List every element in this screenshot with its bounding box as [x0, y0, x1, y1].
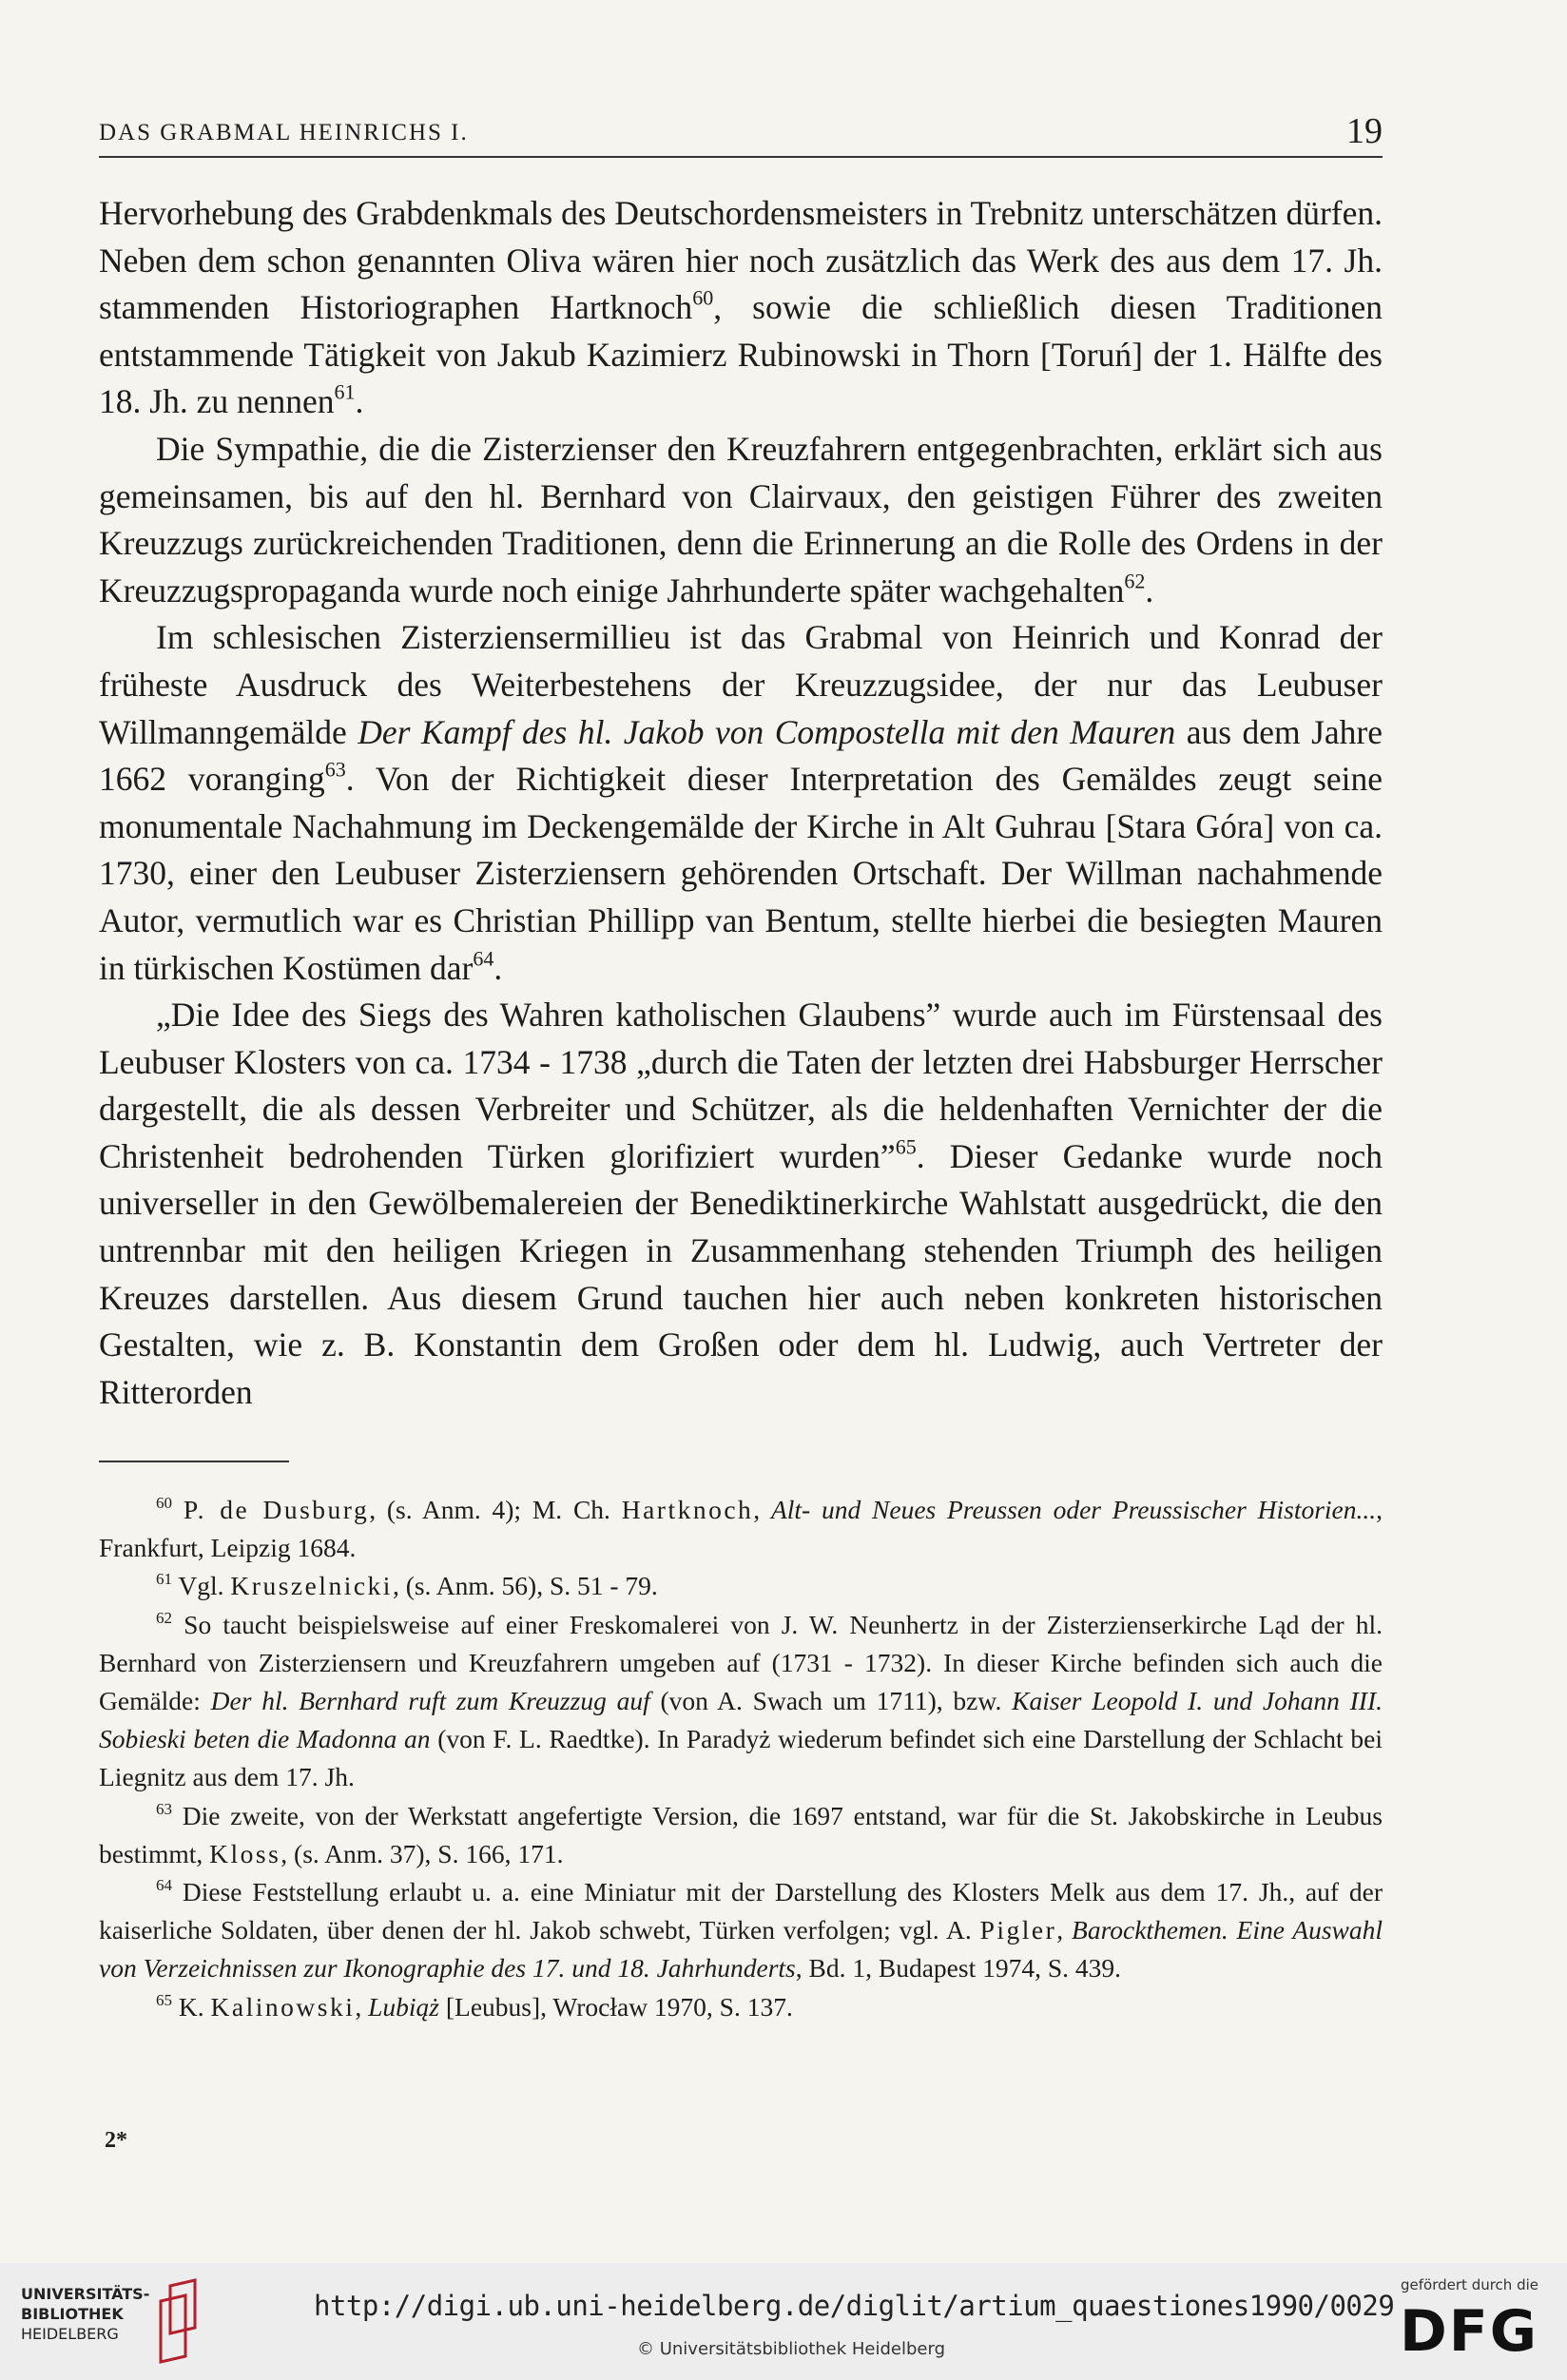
- permalink-url[interactable]: http://digi.ub.uni-heidelberg.de/diglit/artium_quaestiones1990/0029: [314, 2290, 1395, 2322]
- library-name-line: UNIVERSITÄTS-: [21, 2285, 150, 2303]
- text-run: K.: [172, 1991, 211, 2022]
- dfg-logo-text: DFG: [1399, 2298, 1539, 2358]
- spaced-author-name: Kruszelnicki: [230, 1571, 393, 1601]
- text-run: .: [1145, 571, 1154, 610]
- italic-title: Alt- und Neues Preussen oder Preussischer Historien...: [770, 1495, 1377, 1524]
- paragraph: [99, 426, 1383, 614]
- library-name-line: BIBLIOTHEK: [21, 2305, 124, 2323]
- text-run: . Von der Richtigkeit dieser Interpretation des Gemäldes zeugt seine monumentale Nachahmung im Deckengemälde der Kirche in Alt Guhrau [Stara Góra] von ca. 1730, einer den Leubuser Zisterziensern gehörenden Ortschaft. Der Willman nachahmende Autor, vermutlich war es Christian Phillipp van Bentum, stellte hierbei die besiegten Mauren in türkischen Kostümen dar: [99, 760, 1383, 987]
- spaced-author-name: P. de Dusburg: [183, 1495, 370, 1524]
- spaced-author-name: Kalinowski: [210, 1991, 356, 2022]
- italic-title: Kaiser Leopold I. und Johann III. Sobieski beten die Madonna an: [99, 1686, 1383, 1754]
- text-run: .: [355, 382, 364, 421]
- footnote-separator: [99, 1461, 289, 1462]
- spaced-author-name: Kloss: [209, 1838, 281, 1868]
- page-number: 19: [1346, 111, 1383, 151]
- text-run: So taucht beispielsweise auf einer Freskomalerei von J. W. Neunhertz in der Zisterzienserkirche Ląd der hl. Bernhard von Zisterziensern und Kreuzfahrern umgeben auf (1731 - 1732). In dieser Kirche befinden sich auch die Gemälde:: [99, 1609, 1383, 1716]
- signature-mark: 2*: [105, 2128, 127, 2153]
- text-run: .: [493, 948, 503, 987]
- footnote: [99, 1491, 1383, 1567]
- footnote-ref: 62: [156, 1608, 173, 1627]
- footnotes: [99, 1491, 1383, 2026]
- text-run: , (s. Anm. 4); M. Ch.: [369, 1495, 622, 1524]
- italic-title: Der Kampf des hl. Jakob von Compostella mit den Mauren: [358, 712, 1176, 751]
- italic-title: Barockthemen. Eine Auswahl von Verzeichnissen zur Ikonographie des 17. und 18. Jahrhunderts: [99, 1915, 1383, 1983]
- library-logo-icon: [157, 2278, 206, 2364]
- text-run: , (s. Anm. 37), S. 166, 171.: [281, 1838, 564, 1868]
- text-run: , Bd. 1, Budapest 1974, S. 439.: [795, 1953, 1121, 1983]
- paragraph: [99, 992, 1383, 1416]
- text-run: (von F. L. Raedtke). In Paradyż wiederum befindet sich eine Darstellung der Schlacht bei Liegnitz aus dem 17. Jh.: [99, 1724, 1383, 1792]
- footnote-ref: 64: [156, 1875, 173, 1894]
- text-run: „Die Idee des Siegs des Wahren katholischen Glaubens” wurde auch im Fürstensaal des Leubuser Klosters von ca. 1734 - 1738 „durch die Taten der letzten drei Habsburger Herrscher dargestellt, die als dessen Verbreiter und Schützer, als die heldenhaften Vernichter der die Christenheit bedrohenden Türken glorifiziert wurden”: [99, 996, 1383, 1175]
- text-run: [Leubus], Wrocław 1970, S. 137.: [438, 1991, 793, 2022]
- text-run: Vgl.: [172, 1571, 231, 1601]
- footnote: [99, 1988, 1383, 2026]
- text-run: , Frankfurt, Leipzig 1684.: [99, 1495, 1383, 1563]
- viewer-footer: [0, 2263, 1567, 2380]
- footnote-ref: 63: [324, 757, 346, 782]
- text-run: Die zweite, von der Werkstatt angefertigte Version, die 1697 entstand, war für die St. Jakobskirche in Leubus bestimmt,: [99, 1800, 1383, 1868]
- footnote: [99, 1873, 1383, 1988]
- text-run: (von A. Swach um 1711), bzw.: [649, 1686, 1013, 1716]
- text-run: ,: [753, 1495, 771, 1524]
- footnote: [99, 1606, 1383, 1797]
- footnote-ref: 65: [895, 1134, 917, 1159]
- text-run: Hervorhebung des Grabdenkmals des Deutschordensmeisters in Trebnitz unterschätzen dürfen. Neben dem schon genannten Oliva wären hier noch zusätzlich das Werk des aus dem 17. Jh. stammenden Historiographen Hartknoch: [99, 194, 1383, 327]
- text-run: [172, 1495, 184, 1524]
- spaced-author-name: Pigler: [979, 1915, 1057, 1945]
- copyright-notice: © Universitätsbibliothek Heidelberg: [637, 2339, 946, 2359]
- library-name-line: HEIDELBERG: [21, 2325, 119, 2343]
- text-run: aus dem Jahre 1662 voranging: [99, 712, 1383, 799]
- dfg-logo[interactable]: [1398, 2297, 1540, 2358]
- text-run: , sowie die schließlich diesen Traditionen entstammende Tätigkeit von Jakub Kazimierz Rubinowski in Thorn [Toruń] der 1. Hälfte des 18. Jh. zu nennen: [99, 288, 1383, 421]
- footnote-ref: 60: [692, 285, 714, 310]
- footnote-ref: 61: [334, 380, 356, 405]
- text-run: ,: [355, 1991, 369, 2022]
- paragraph: [99, 614, 1383, 992]
- italic-title: Der hl. Bernhard ruft zum Kreuzzug auf: [210, 1686, 650, 1716]
- running-head: [99, 106, 1383, 158]
- text-run: Diese Feststellung erlaubt u. a. eine Miniatur mit der Darstellung des Klosters Melk aus dem 17. Jh., auf der kaiserliche Soldaten, über denen der hl. Jakob schwebt, Türken verfolgen; vgl. A.: [99, 1877, 1383, 1945]
- footnote: [99, 1567, 1383, 1605]
- text-run: . Dieser Gedanke wurde noch universeller in den Gewölbemalereien der Benediktinerkirche Wahlstatt ausgedrückt, die den untrennbar mit den heiligen Kriegen in Zusammenhang stehenden Triumph des heiligen Kreuzes darstellen. Aus diesem Grund tauchen hier auch neben konkreten historischen Gestalten, wie z. B. Konstantin dem Großen oder dem hl. Ludwig, auch Vertreter der Ritterorden: [99, 1136, 1383, 1411]
- footnote-ref: 65: [156, 1990, 173, 2009]
- running-title: DAS GRABMAL HEINRICHS I.: [99, 120, 469, 145]
- footnote-ref: 61: [156, 1570, 173, 1589]
- footnote: [99, 1797, 1383, 1873]
- italic-title: Lubiąż: [368, 1991, 439, 2022]
- text-run: , (s. Anm. 56), S. 51 - 79.: [392, 1571, 658, 1601]
- body-text: [99, 190, 1383, 1416]
- paragraph: [99, 190, 1383, 426]
- footnote-ref: 62: [1124, 569, 1146, 593]
- footnote-ref: 63: [156, 1799, 173, 1818]
- spaced-author-name: Hartknoch: [621, 1495, 754, 1524]
- text-run: Im schlesischen Zisterziensermillieu ist das Grabmal von Heinrich und Konrad der früheste Ausdruck des Weiterbestehens der Kreuzzugsidee, der nur das Leubuser Willmanngemälde: [99, 618, 1383, 751]
- footnote-ref: 60: [156, 1493, 173, 1512]
- text-run: Die Sympathie, die die Zisterzienser den Kreuzfahrern entgegenbrachten, erklärt sich aus gemeinsamen, bis auf den hl. Bernhard von Clairvaux, den geistigen Führer des zweiten Kreuzzugs zurückreichenden Traditionen, denn die Erinnerung an die Rolle des Ordens in der Kreuzzugspropaganda wurde noch einige Jahrhunderte später wachgehalten: [99, 429, 1383, 610]
- library-name[interactable]: [21, 2284, 149, 2344]
- text-run: ,: [1056, 1915, 1073, 1945]
- footnote-ref: 64: [473, 946, 494, 971]
- funded-by-label: gefördert durch die: [1401, 2276, 1538, 2293]
